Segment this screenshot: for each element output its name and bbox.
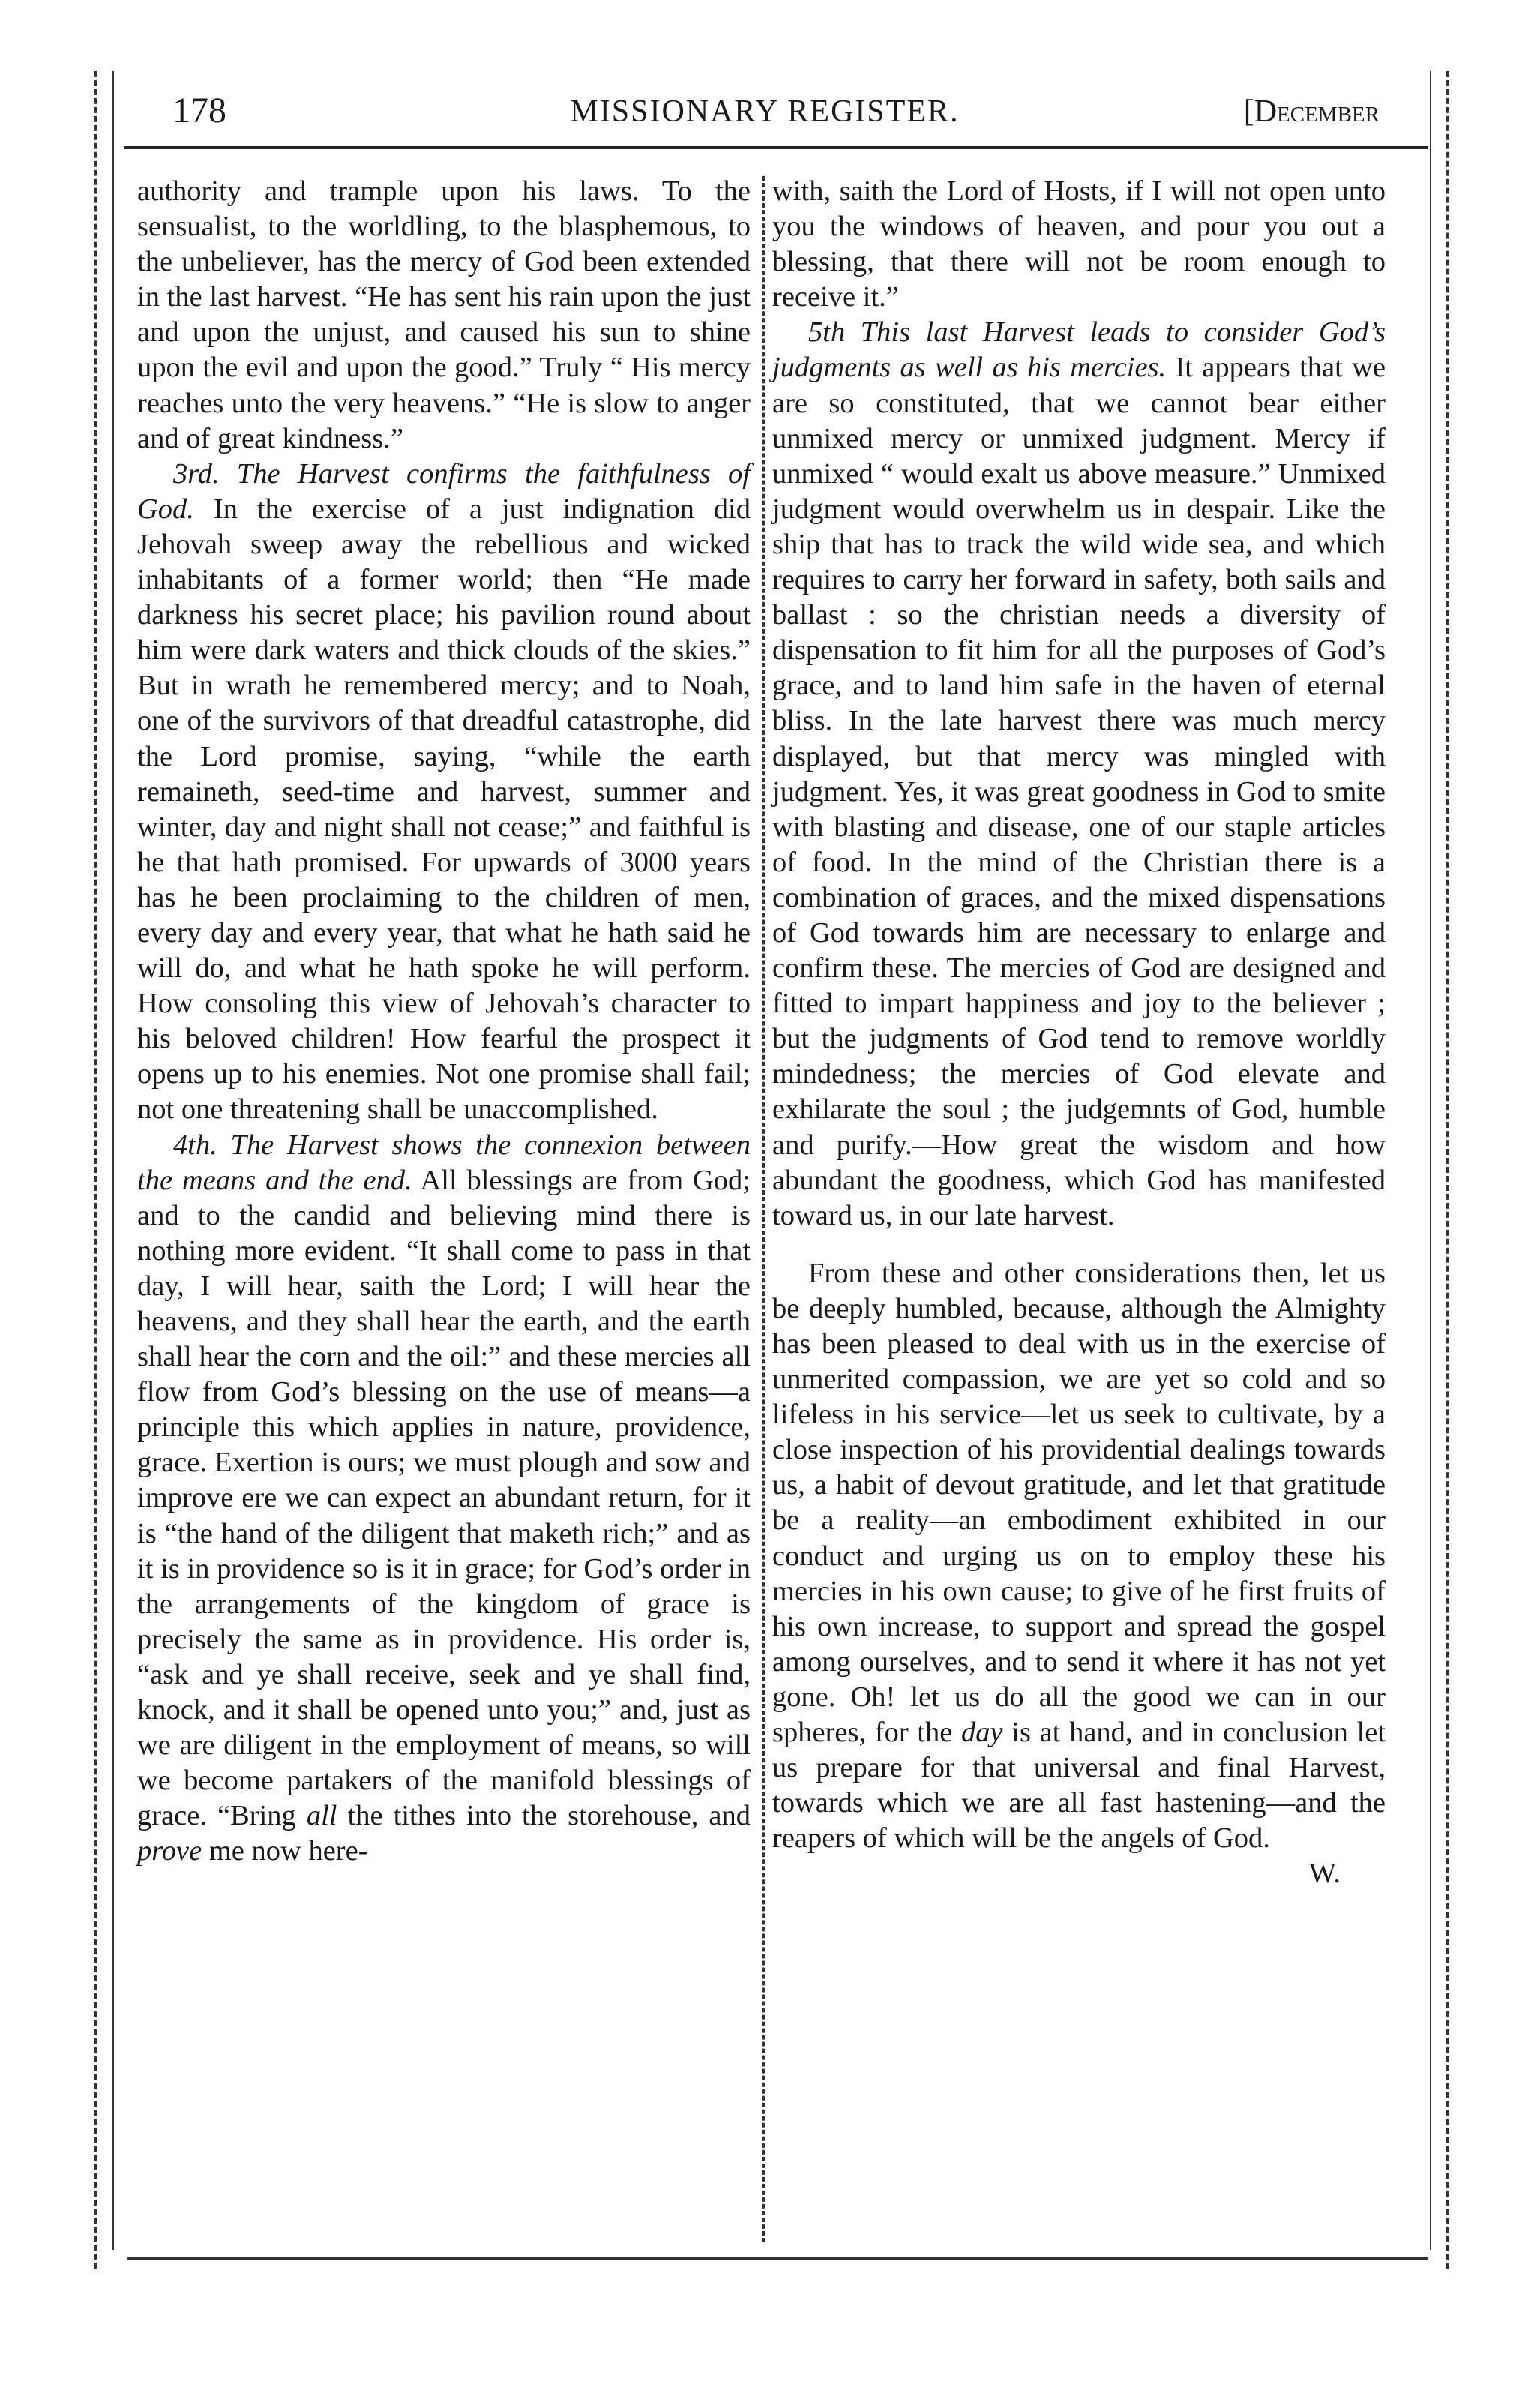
right-column xyxy=(772,174,1386,1892)
emphasis-all: all xyxy=(306,1800,337,1832)
page-header xyxy=(150,90,1380,150)
right-paragraph-1: with, saith the Lord of Hosts, if I will not open unto you the windows of heaven, and pour you out a blessing, that there will not be room enough to receive it.” xyxy=(772,175,1386,313)
left-column xyxy=(137,174,751,1870)
section-heading-3rd: 3rd. The Harvest confirms the faithfulness of God. xyxy=(137,457,751,525)
right-paragraph-2-body: It appears that we are so constituted, that we cannot bear either unmixed mercy or unmixed judgment. Mercy if unmixed “ would exalt us above measure.” Unmixed judgment would overwhelm us in despair. Like the ship that has to track the wild wide sea, and which requires to carry her forward in safety, both sails and ballast : so the christian needs a diversity of dispensation to fit him for all the purposes of God’s grace, and to land him safe in the haven of eternal bliss. In the late harvest there was much mercy displayed, but that mercy was mingled with judgment. Yes, it was great goodness in God to smite with blasting and disease, one of our staple articles of food. In the mind of the Christian there is a combination of graces, and the mixed dispensations of God towards him are necessary to enlarge and confirm these. The mercies of God are designed and fitted to impart happiness and joy to the believer ; but the judgments of God tend to remove worldly mindedness; the mercies of God elevate and exhilarate the soul ; the judgemnts of God, humble and purify.—How great the wisdom and how abundant the goodness, which God has manifested toward us, in our late harvest. xyxy=(772,352,1386,1231)
left-paragraph-2 xyxy=(137,457,751,1128)
left-paragraph-3 xyxy=(137,1128,751,1870)
section-heading-5th: 5th This last Harvest leads to consider God’s judgments as well as his mercies. xyxy=(772,316,1386,384)
left-paragraph-3-mid: the tithes into the storehouse, and xyxy=(337,1800,751,1832)
page-number: 178 xyxy=(172,91,226,130)
section-heading-4th: 4th. The Harvest shows the connexion between the means and the end. xyxy=(137,1129,751,1196)
right-paragraph-3-end: is at hand, and in conclusion let us prepare for that universal and final Harvest, towards which we are all fast hastening—and the reapers of which will be the angels of God. xyxy=(772,1717,1386,1855)
emphasis-day: day xyxy=(961,1717,1003,1749)
header-rule xyxy=(124,146,1428,149)
author-signature: W. xyxy=(1308,1858,1341,1890)
running-title: MISSIONARY REGISTER. xyxy=(570,94,960,129)
left-paragraph-3-end: me now here- xyxy=(202,1835,368,1867)
right-paragraph-2 xyxy=(772,315,1386,1233)
running-month: [December xyxy=(1243,94,1380,129)
right-paragraph-3 xyxy=(772,1256,1386,1857)
left-paragraph-1: authority and trample upon his laws. To the sensualist, to the worldling, to the blasphemous, to the unbeliever, has the mercy of God been extended in the last harvest. “He has sent his rain upon the just and upon the unjust, and caused his sun to shine upon the evil and upon the good.” Truly “ His mercy reaches unto the very heavens.” “He is slow to anger and of great kindness.” xyxy=(137,175,751,454)
right-paragraph-3-body: From these and other considerations then, let us be deeply humbled, because, although the Almighty has been pleased to deal with us in the exercise of unmerited compassion, we are yet so cold and so lifeless in his service—let us seek to cultivate, by a close inspection of his providential dealings towards us, a habit of devout gratitude, and let that gratitude be a reality—an embodiment exhibited in our conduct and urging us on to employ these his mercies in his own cause; to give of he first fruits of his own increase, to support and spread the gospel among ourselves, and to send it where it has not yet gone. Oh! let us do all the good we can in our spheres, for the xyxy=(772,1257,1386,1749)
footer-rule xyxy=(127,2257,1428,2260)
column-divider xyxy=(762,176,765,2242)
left-paragraph-3-body: All blessings are from God; and to the candid and believing mind there is nothing more evident. “It shall come to pass in that day, I will hear, saith the Lord; I will hear the heavens, and they shall hear the earth, and the earth shall hear the corn and the oil:” and these mercies all flow from God’s blessing on the use of means—a principle this which applies in nature, providence, grace. Exertion is ours; we must plough and sow and improve ere we can expect an abundant return, for it is “the hand of the diligent that maketh rich;” and as it is in providence so is it in grace; for God’s order in the arrangements of the kingdom of grace is precisely the same as in providence. His order is, “ask and ye shall receive, seek and ye shall find, knock, and it shall be opened unto you;” and, just as we are diligent in the employment of means, so will we become partakers of the manifold blessings of grace. “Bring xyxy=(137,1164,751,1832)
left-paragraph-2-body: In the exercise of a just indignation did Jehovah sweep away the rebellious and wicked inhabitants of a former world; then “He made darkness his secret place; his pavilion round about him were dark waters and thick clouds of the skies.” But in wrath he remembered mercy; and to Noah, one of the survivors of that dreadful catastrophe, did the Lord promise, saying, “while the earth remaineth, seed-time and harvest, summer and winter, day and night shall not cease;” and faithful is he that hath promised. For upwards of 3000 years has he been proclaiming to the children of men, every day and every year, that what he hath said he will do, and what he hath spoke he will perform. How consoling this view of Jehovah’s character to his beloved children! How fearful the prospect it opens up to his enemies. Not one promise shall fail; not one threatening shall be unaccomplished. xyxy=(137,493,751,1126)
emphasis-prove: prove xyxy=(137,1835,202,1867)
